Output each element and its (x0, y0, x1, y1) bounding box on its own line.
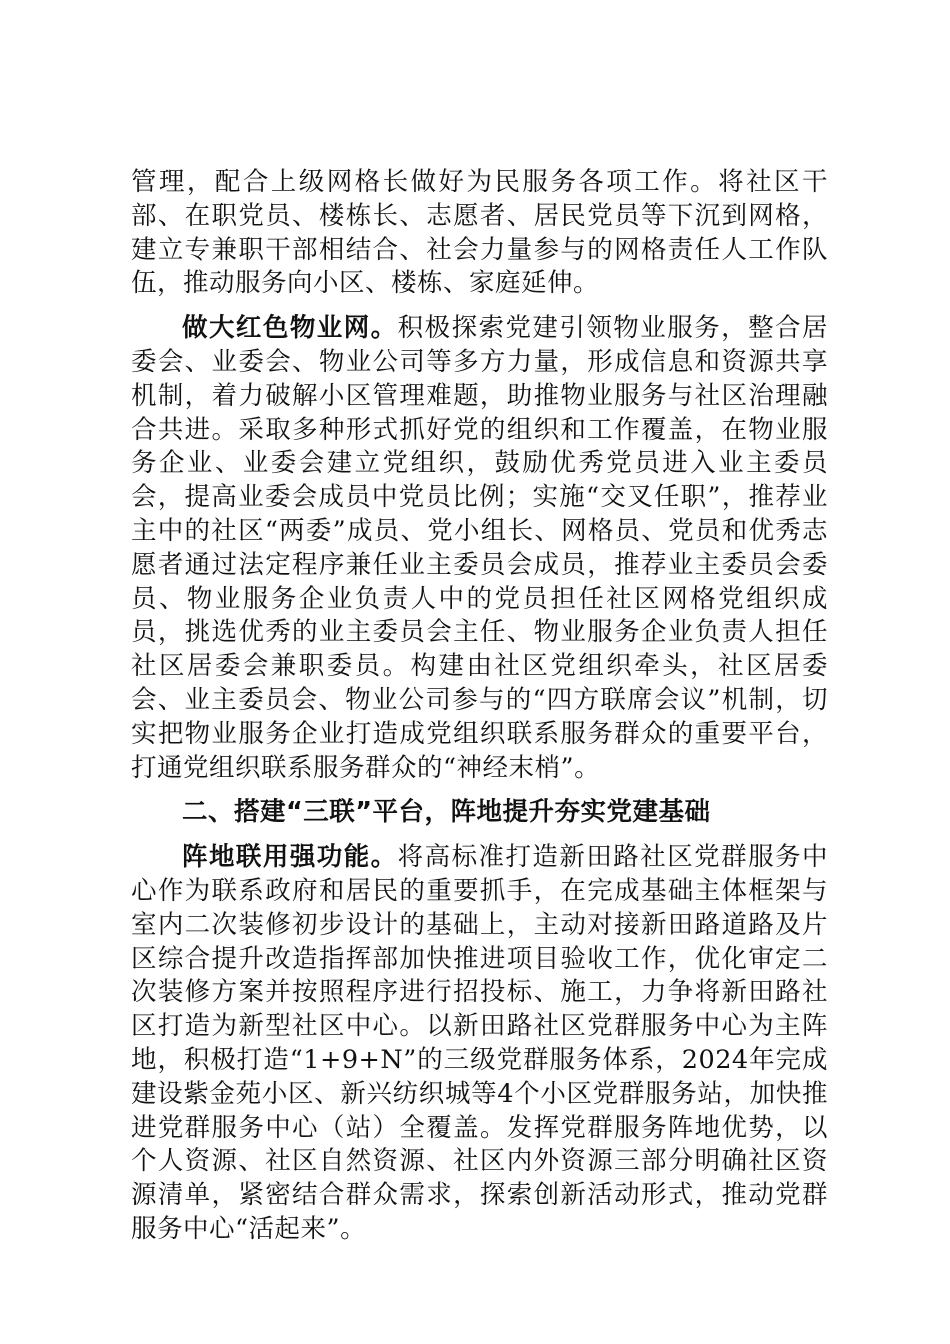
paragraph-red-property-network (131, 312, 828, 785)
document-page (131, 166, 828, 1247)
section-heading-two: 二、搭建“三联”平台，阵地提升夯实党建基础 (182, 797, 711, 828)
paragraph-lead-title: 做大红色物业网。 (182, 313, 398, 344)
paragraph-text: 积极探索党建引领物业服务，整合居委会、业委会、物业公司等多方力量，形成信息和资源共享机制，着力破解小区管理难题，助推物业服务与社区治理融合共进。采取多种形式抓好党的组织和工作覆盖，在物业服务企业、业委会建立党组织，鼓励优秀党员进入业主委员会，提高业委会成员中党员比例；实施“交叉任职”，推荐业主中的社区“两委”成员、党小组长、网格员、党员和优秀志愿者通过法定程序兼任业主委员会成员，推荐业主委员会委员、物业服务企业负责人中的党员担任社区网格党组织成员，挑选优秀的业主委员会主任、物业服务企业负责人担任社区居委会兼职委员。构建由社区党组织牵头，社区居委会、业主委员会、物业公司参与的“四方联席会议”机制，切实把物业服务企业打造成党组织联系服务群众的重要平台，打通党组织联系服务群众的“神经末梢”。 (131, 313, 828, 783)
paragraph-grid-management (131, 166, 828, 301)
paragraph-text: 管理，配合上级网格长做好为民服务各项工作。将社区干部、在职党员、楼栋长、志愿者、居民党员等下沉到网格，建立专兼职干部相结合、社会力量参与的网格责任人工作队伍，推动服务向小区、楼栋、家庭延伸。 (131, 167, 828, 299)
paragraph-position-linkage (131, 841, 828, 1247)
paragraph-text: 将高标准打造新田路社区党群服务中心作为联系政府和居民的重要抓手，在完成基础主体框架与室内二次装修初步设计的基础上，主动对接新田路道路及片区综合提升改造指挥部加快推进项目验收工作，优化审定二次装修方案并按照程序进行招投标、施工，力争将新田路社区打造为新型社区中心。以新田路社区党群服务中心为主阵地，积极打造“1+9+N”的三级党群服务体系，2024年完成建设紫金苑小区、新兴纺织城等4个小区党群服务站，加快推进党群服务中心（站）全覆盖。发挥党群服务阵地优势，以个人资源、社区自然资源、社区内外资源三部分明确社区资源清单，紧密结合群众需求，探索创新活动形式，推动党群服务中心“活起来”。 (131, 842, 828, 1244)
paragraph-lead-title: 阵地联用强功能。 (182, 842, 398, 873)
